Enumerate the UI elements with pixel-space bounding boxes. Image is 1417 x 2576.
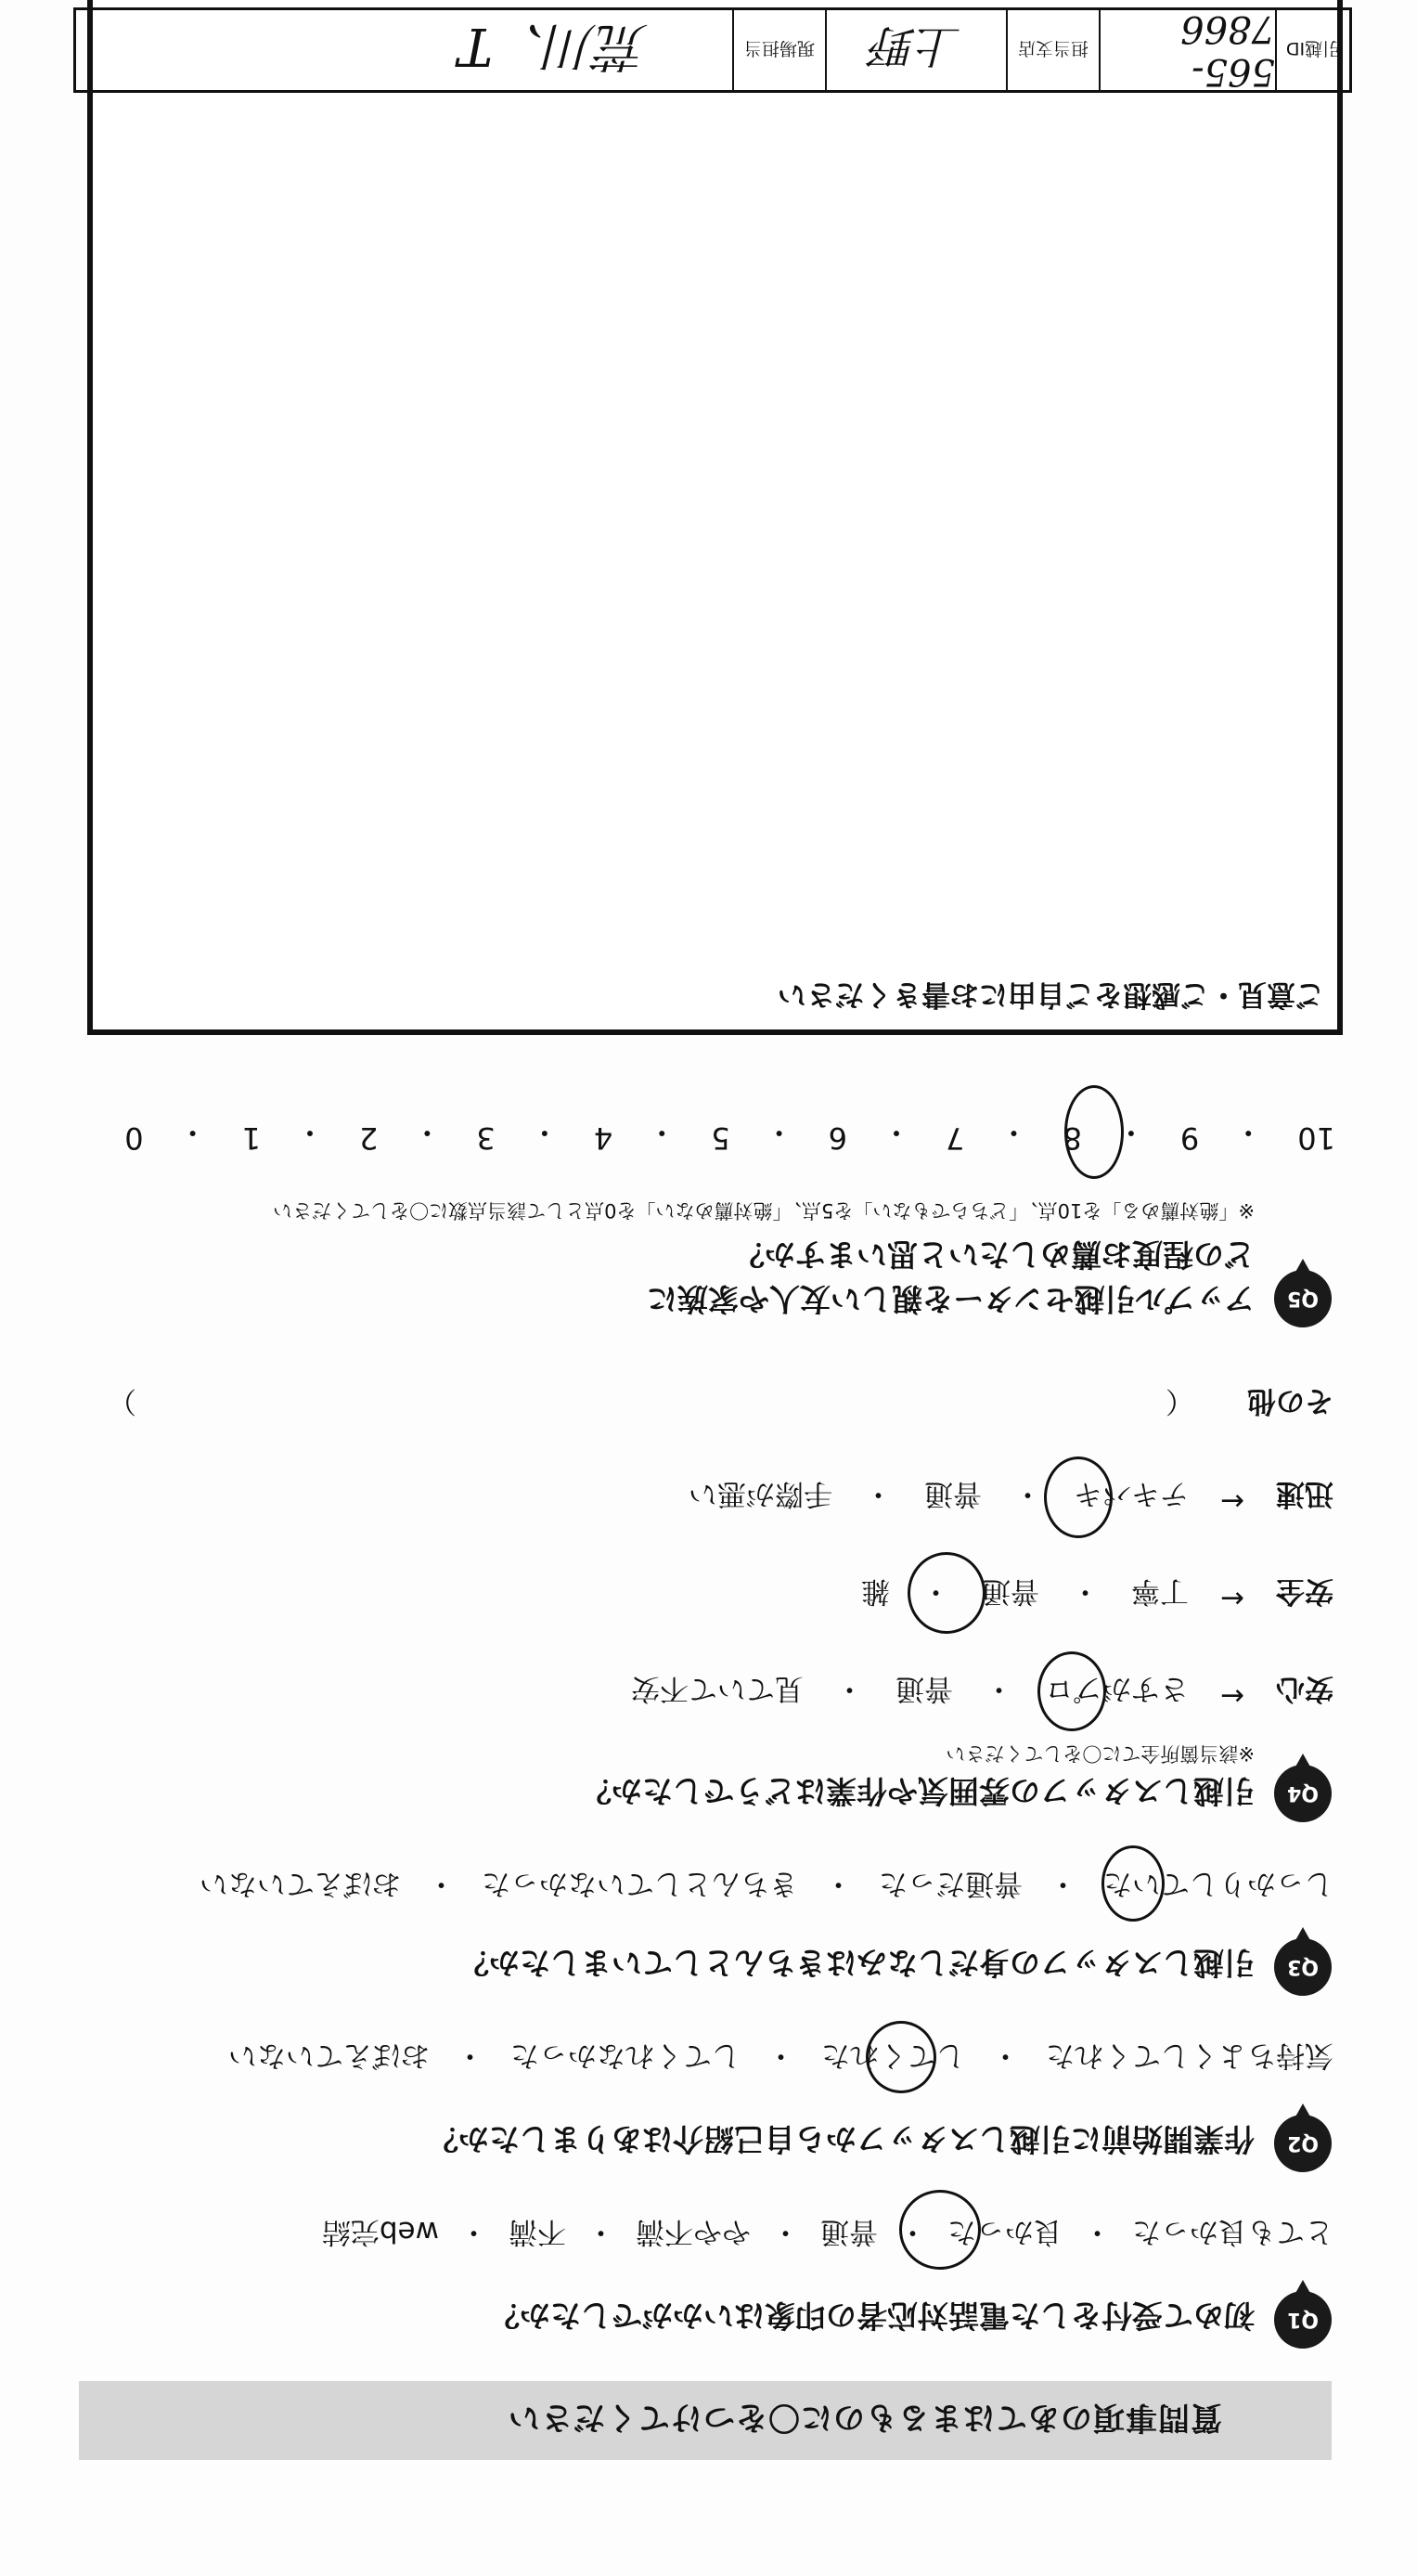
id-value: 565-7866 [1099,10,1275,90]
q5-score[interactable]: 10 [1297,1120,1335,1156]
q5-score-selected[interactable]: 9 [1179,1120,1200,1156]
q4-option[interactable]: 雑 [861,1574,891,1608]
q5-question-line2: どの程度お薦めしたいと思いますか？ [734,1236,1255,1273]
q1-selection-circle [899,2190,981,2270]
q1-option[interactable]: web完結 [321,2215,439,2248]
q2-selection-circle [866,2021,936,2093]
branch-label: 担当支店 [1006,10,1099,90]
branch-value: 上野 [825,10,1006,90]
q4-question: 引越しスタッフの雰囲気や作業はどうでしたか？ [581,1773,1255,1809]
q3-option[interactable]: 普通だった [879,1867,1023,1900]
q5-badge: Q5 [1274,1270,1332,1327]
q4-note: ※該当箇所全てに〇をしてください [946,1742,1255,1765]
q2-option[interactable]: してくれなかった [510,2039,741,2072]
q4-badge: Q4 [1274,1765,1332,1822]
q5-score[interactable]: 0 [124,1120,144,1156]
q1-option[interactable]: 普通 [820,2215,878,2248]
q1-option[interactable]: とても良かった [1132,2215,1333,2248]
q4-option[interactable]: 見ていて不安 [631,1672,805,1705]
q4-category: 迅速 [1276,1477,1333,1510]
q4-row-anzen: 安全 ← 丁寧 ・ 普通 ・ 雑 [861,1574,1333,1615]
q3-question: 引越しスタッフの身だしなみはきちんとしていましたか？ [458,1945,1255,1981]
comment-box[interactable] [87,0,1343,1035]
q1-badge: Q1 [1274,2291,1332,2349]
q2-badge: Q2 [1274,2115,1332,2172]
q5-score[interactable]: 1 [241,1120,261,1156]
q4-option[interactable]: 手際が悪い [689,1477,833,1510]
q1-question: 初めて受付をした電話対応者の印象はいかがでしたか？ [489,2298,1255,2334]
q4-category: 安心 [1276,1672,1333,1705]
banner-text: 質問事項のあてはまるものに〇をつけてください [508,2399,1222,2436]
q2-option[interactable]: おぼえていない [228,2039,430,2072]
q5-score[interactable]: 3 [476,1120,496,1156]
q2-option[interactable]: 気持ちよくしてくれた [1046,2039,1333,2072]
q5-score[interactable]: 4 [593,1120,613,1156]
q4-other-label: その他 [1247,1384,1333,1417]
instruction-banner [79,2381,1332,2460]
q3-badge: Q3 [1274,1938,1332,1996]
q4-option[interactable]: 普通 [924,1477,983,1510]
q4-other-row: その他 （ ） [108,1384,1333,1417]
q1-options: とても良かった ・ 良かった ・ 普通 ・ やや不満 ・ 不満 ・ web完結 [322,2214,1333,2256]
q5-scale: 10 ・ 9 ・ 8 ・ 7 ・ 6 ・ 5 ・ 4 ・ 3 ・ 2 ・ 1 ・ 0 [124,1115,1335,1156]
q5-score[interactable]: 7 [946,1120,965,1156]
q2-question: 作業開始前に引越しスタッフから自己紹介はありましたか？ [428,2121,1255,2157]
q3-option[interactable]: おぼえていない [200,1867,401,1900]
q5-selection-circle [1064,1085,1124,1179]
q5-score[interactable]: 8 [1063,1120,1082,1156]
q4-category: 安全 [1276,1574,1333,1608]
q2-option-selected[interactable]: してくれた [821,2039,965,2072]
comment-label: ご意見・ご感想をご自由にお書きください [778,977,1324,1011]
info-table [73,7,1352,93]
q4-anzen-selection-circle [908,1552,985,1634]
q3-option[interactable]: きちんとしていなかった [482,1867,798,1900]
q4-option[interactable]: 普通 [895,1672,954,1705]
q5-score[interactable]: 2 [359,1120,379,1156]
leader-value: 荒川、T [457,16,649,76]
q1-option-selected[interactable]: 良かった [947,2215,1063,2248]
q4-row-anshin: 安心 ← さすがプロ ・ 普通 ・ 見ていて不安 [631,1672,1333,1713]
q4-option-selected[interactable]: テキパキ [1074,1477,1190,1510]
q5-score[interactable]: 5 [711,1120,730,1156]
q3-option-selected[interactable]: しっかりしていた [1103,1867,1333,1900]
q5-score[interactable]: 6 [828,1120,848,1156]
q4-row-jinsoku: 迅速 ← テキパキ ・ 普通 ・ 手際が悪い [689,1477,1333,1518]
q1-option[interactable]: 不満 [509,2215,566,2248]
q2-options: 気持ちよくしてくれた ・ してくれた ・ してくれなかった ・ おぼえていない [228,2038,1333,2079]
q1-option[interactable]: やや不満 [636,2215,751,2248]
q4-option[interactable]: 丁寧 [1131,1574,1190,1608]
leader-label: 現場担当 [732,10,825,90]
q4-anshin-selection-circle [1037,1651,1106,1731]
q3-selection-circle [1101,1845,1165,1922]
q3-options: しっかりしていた ・ 普通だった ・ きちんとしていなかった ・ おぼえていない [200,1866,1333,1908]
q5-question-line1: アップル引越センターを親しい友人や家族に [646,1281,1255,1317]
q4-jinsoku-selection-circle [1044,1456,1113,1538]
q4-option-selected[interactable]: 普通 [982,1574,1040,1608]
id-label: 引越ID [1275,10,1349,90]
q5-note: ※「絶対薦める」を10点、「どちらでもない」を5点、「絶対薦めない」を0点として該当点数に〇をしてください [273,1199,1255,1222]
q4-option-selected[interactable]: さすがプロ [1045,1672,1190,1705]
